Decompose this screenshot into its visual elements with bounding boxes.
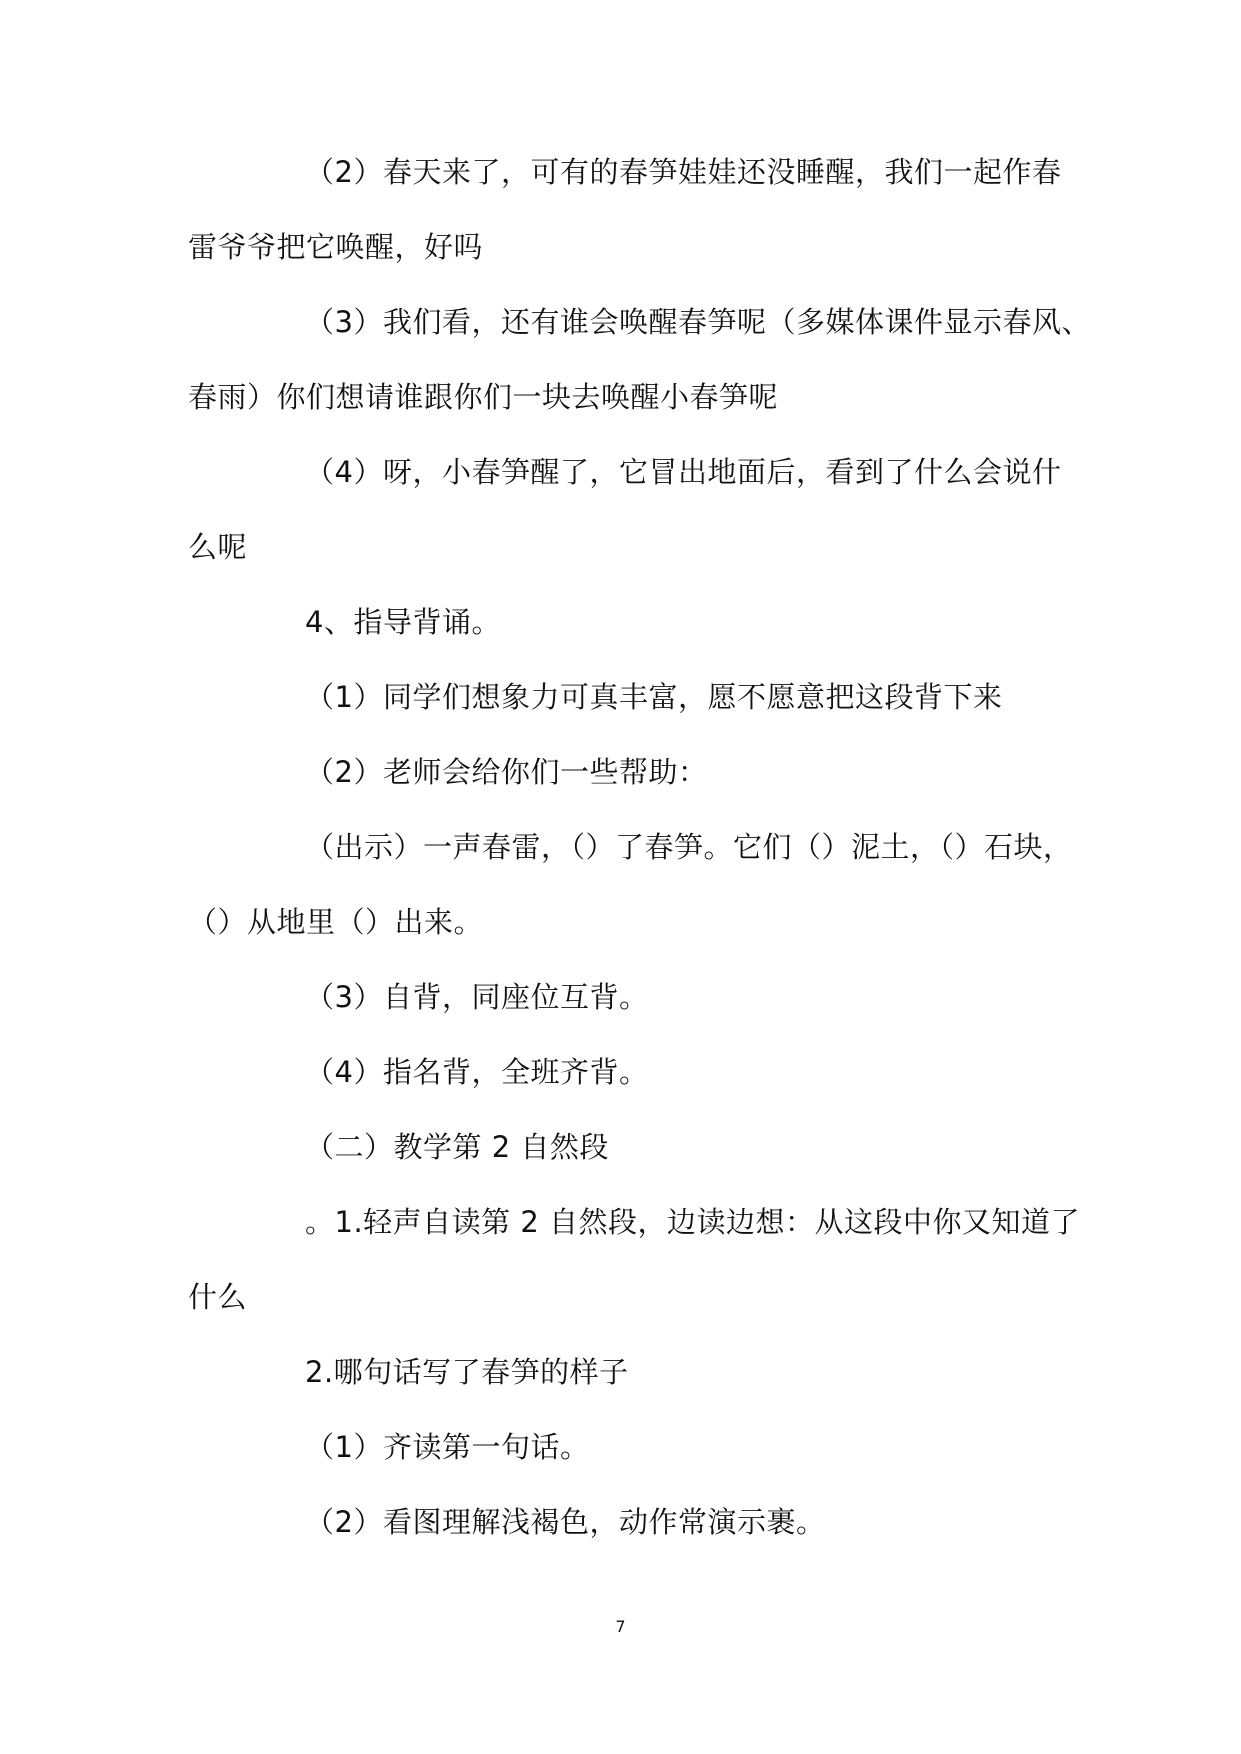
- text-line: （3）自背，同座位互背。: [305, 980, 649, 1014]
- text-line: （2）春天来了，可有的春笋娃娃还没睡醒，我们一起作春: [305, 155, 1062, 189]
- text-line: （4）呀，小春笋醒了，它冒出地面后，看到了什么会说什: [305, 455, 1062, 489]
- text-line: （4）指名背，全班齐背。: [305, 1055, 649, 1089]
- text-line: （3）我们看，还有谁会唤醒春笋呢（多媒体课件显示春风、: [305, 305, 1091, 339]
- text-line: 2.哪句话写了春笋的样子: [305, 1355, 629, 1389]
- text-line: 么呢: [188, 530, 248, 564]
- text-line: 4、指导背诵。: [305, 605, 501, 639]
- text-line: （1）同学们想象力可真丰富，愿不愿意把这段背下来: [305, 680, 1003, 714]
- text-line: 。1.轻声自读第 2 自然段，边读边想：从这段中你又知道了: [305, 1205, 1081, 1239]
- text-line: （2）看图理解浅褐色，动作常演示裹。: [305, 1505, 826, 1539]
- text-line: 雷爷爷把它唤醒，好吗: [188, 230, 484, 264]
- page-number: 7: [615, 1617, 626, 1636]
- text-line: （出示）一声春雷，（）了春笋。它们（）泥土，（）石块，: [305, 830, 1073, 864]
- text-line: 什么: [188, 1280, 248, 1314]
- text-line: （）从地里（）出来。: [188, 905, 484, 939]
- text-line: 春雨）你们想请谁跟你们一块去唤醒小春笋呢: [188, 380, 779, 414]
- text-line: （二）教学第 2 自然段: [305, 1130, 609, 1164]
- text-line: （2）老师会给你们一些帮助：: [305, 755, 708, 789]
- text-line: （1）齐读第一句话。: [305, 1430, 590, 1464]
